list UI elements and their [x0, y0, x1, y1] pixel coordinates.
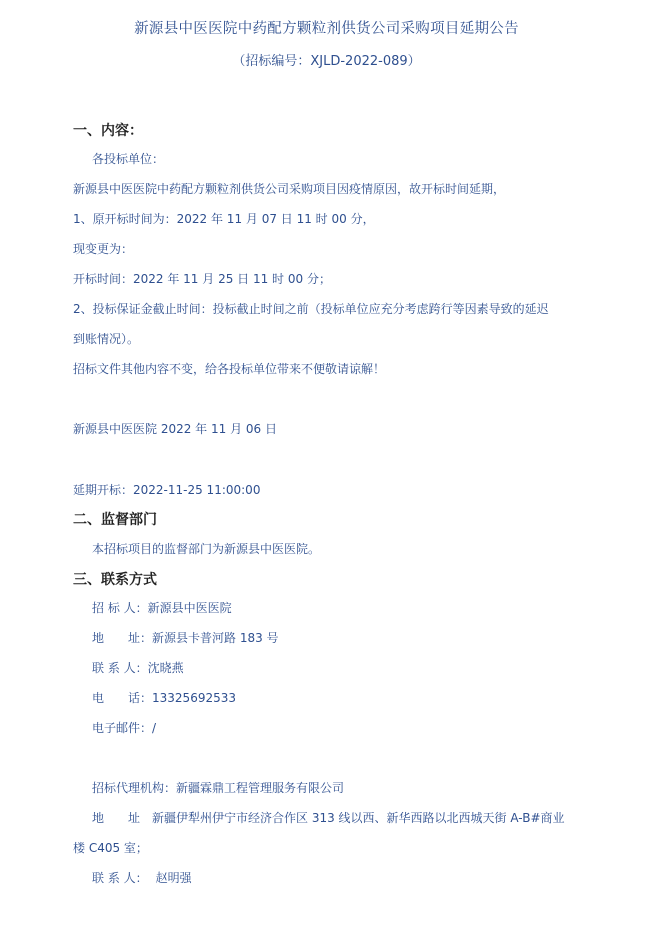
deposit-deadline-line2: 到账情况）。	[73, 332, 140, 346]
agency-address-line2: 楼 C405 室；	[73, 841, 148, 855]
address-row	[92, 629, 279, 646]
deposit-deadline-line1: 2、投标保证金截止时间：投标截止时间之前（投标单位应充分考虑跨行等因素导致的延迟	[73, 302, 549, 316]
tender-number: （招标编号：XJLD-2022-089）	[232, 54, 421, 69]
intro-text: 新源县中医医院中药配方颗粒剂供货公司采购项目因疫情原因，故开标时间延期，	[73, 182, 506, 196]
agency-contact-label: 联 系 人：	[92, 871, 148, 885]
supervision-text: 本招标项目的监督部门为新源县中医医院。	[92, 542, 321, 556]
original-time-text: 1、原开标时间为：2022 年 11 月 07 日 11 时 00 分，	[73, 212, 375, 226]
address-value: 新源县卡普河路 183 号	[152, 631, 279, 645]
agency-row	[92, 779, 344, 796]
phone-row	[92, 689, 236, 706]
section-supervision-heading: 二、监督部门	[73, 512, 157, 528]
email-value: /	[152, 721, 157, 735]
agency-address-row	[92, 809, 565, 826]
section-contact-heading: 三、联系方式	[73, 572, 157, 588]
email-label: 电子邮件：	[92, 721, 153, 735]
agency-value: 新疆霖鼎工程管理服务有限公司	[176, 781, 345, 795]
page-title: 新源县中医医院中药配方颗粒剂供货公司采购项目延期公告	[134, 21, 519, 37]
postponed-opening-text: 延期开标：2022-11-25 11:00:00	[73, 483, 261, 497]
contact-value: 沈晓燕	[147, 661, 184, 675]
tenderer-value: 新源县中医医院	[147, 601, 232, 615]
section-content-heading: 一、内容：	[73, 123, 143, 139]
new-time-text: 开标时间：2022 年 11 月 25 日 11 时 00 分；	[73, 272, 331, 286]
agency-label: 招标代理机构：	[92, 781, 177, 795]
contact-label: 联 系 人：	[92, 661, 148, 675]
changed-to-text: 现变更为：	[73, 242, 134, 256]
agency-contact-row	[92, 869, 192, 886]
greeting-text: 各投标单位：	[92, 152, 165, 166]
tenderer-row	[92, 599, 232, 616]
agency-address-label: 地 址	[92, 811, 141, 825]
closing-text: 招标文件其他内容不变，给各投标单位带来不便敬请谅解！	[73, 362, 386, 376]
signature-text: 新源县中医医院 2022 年 11 月 06 日	[73, 422, 277, 436]
tenderer-label: 招 标 人：	[92, 601, 148, 615]
agency-address-line1: 新疆伊犁州伊宁市经济合作区 313 线以西、新华西路以北西城天街 A-B#商业	[152, 811, 565, 825]
contact-row	[92, 659, 184, 676]
agency-contact-value: 赵明强	[155, 871, 192, 885]
phone-value: 13325692533	[152, 691, 236, 705]
address-label: 地 址：	[92, 631, 153, 645]
phone-label: 电 话：	[92, 691, 153, 705]
email-row	[92, 719, 156, 736]
